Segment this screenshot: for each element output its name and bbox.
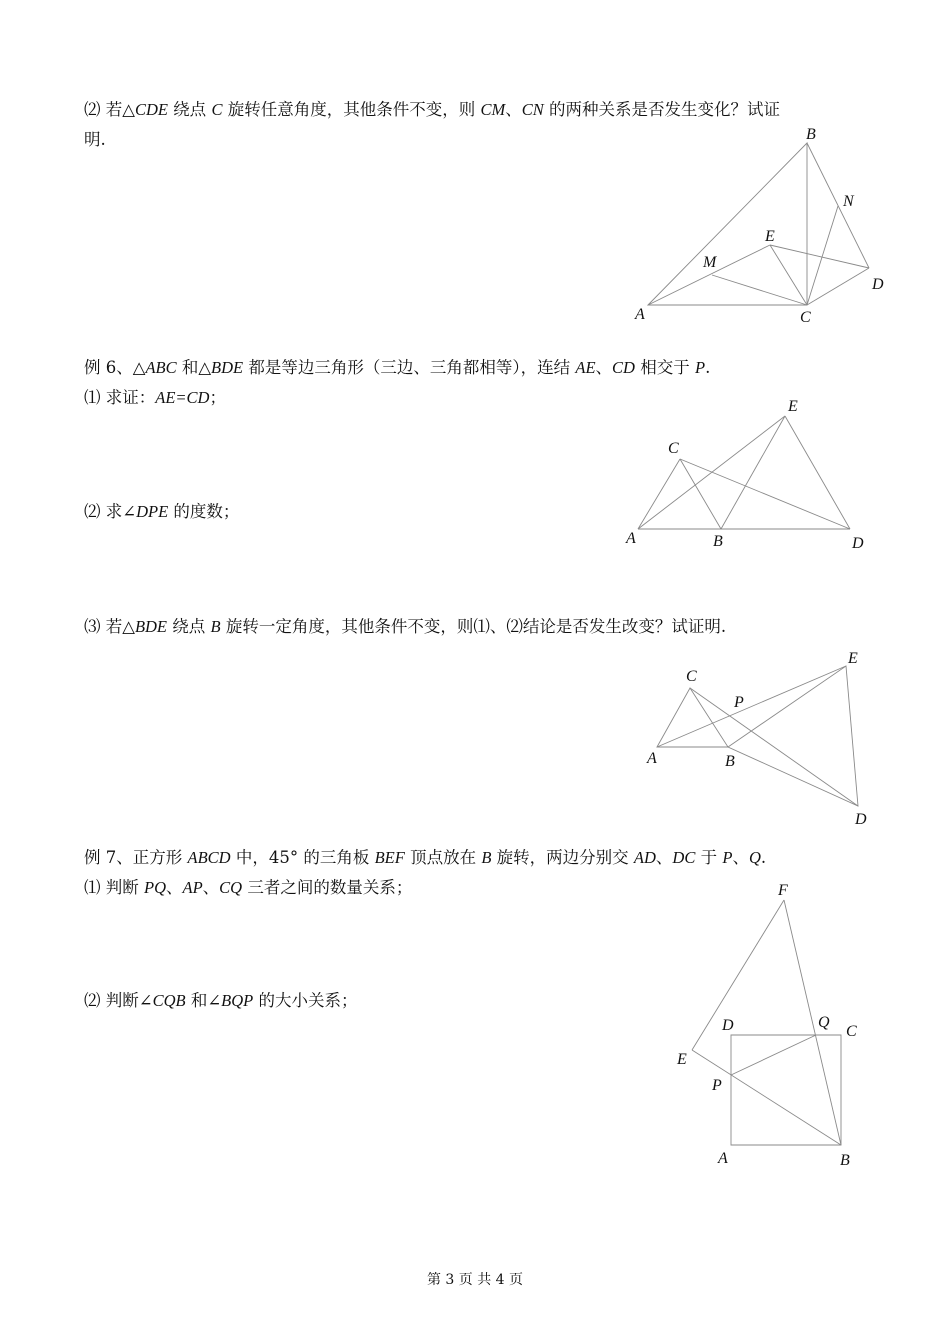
example6-question1: [84, 387, 226, 409]
text-segment: ⑴ 判断: [84, 878, 144, 897]
label-d: D: [872, 276, 884, 293]
label-b: B: [840, 1152, 850, 1169]
segment-pq: [731, 1035, 816, 1075]
label-c: C: [668, 440, 679, 457]
label-m: M: [703, 254, 717, 271]
example7-question2: [84, 990, 357, 1012]
text-segment: ⑵ 若△: [84, 100, 135, 119]
text-segment: 的度数；: [168, 502, 240, 521]
text-segment: .: [705, 358, 711, 377]
text-segment: 、: [202, 878, 220, 897]
segment-bf: [784, 900, 841, 1145]
label-a: A: [626, 530, 636, 547]
example7-intro: [84, 847, 766, 869]
text-segment: 相交于: [634, 358, 695, 377]
footer-text: 页: [504, 1272, 524, 1288]
text-segment: 的大小关系；: [253, 991, 358, 1010]
math-cde: CDE: [134, 100, 168, 119]
footer-text: 页 共: [454, 1272, 496, 1288]
segment-ce: [770, 245, 807, 305]
text-segment: 和△: [176, 358, 212, 377]
triangle-bde: [728, 666, 858, 806]
text-segment: 、: [505, 100, 522, 119]
label-f: F: [778, 882, 788, 899]
text-segment: 旋转一定角度，其他条件不变，则⑴、⑵结论是否发生改变？试证明.: [220, 617, 727, 636]
math-ae-cd: AE=CD: [155, 388, 210, 407]
figure-problem5: [634, 126, 884, 326]
label-c: C: [800, 309, 811, 326]
text-segment: 旋转任意角度，其他条件不变，则: [222, 100, 481, 119]
label-e: E: [677, 1051, 687, 1068]
text-segment: 例 6、△: [84, 358, 146, 377]
figure-example7: [676, 882, 857, 1169]
text-segment: ；: [209, 388, 226, 407]
label-e: E: [848, 650, 858, 667]
label-p: P: [712, 1077, 722, 1094]
segment-be: [721, 416, 785, 529]
figure-example6-b: [646, 650, 867, 828]
text-segment: 、: [732, 848, 749, 867]
math-b: B: [210, 617, 221, 636]
segment-eb: [692, 1050, 841, 1145]
label-d: D: [722, 1017, 734, 1034]
text-segment: 的两种关系是否发生变化？试证: [543, 100, 780, 119]
page-footer: [0, 1269, 950, 1289]
math-dpe: DPE: [136, 502, 169, 521]
segment-cd: [807, 268, 869, 305]
math-abcd: ABCD: [187, 848, 231, 867]
label-b: B: [806, 126, 816, 143]
label-a: A: [718, 1150, 728, 1167]
triangle-abc: [657, 688, 728, 747]
text-segment: 明.: [84, 130, 106, 149]
triangle-abc: [648, 143, 807, 305]
math-cm: CM: [480, 100, 506, 119]
segment-mc: [712, 275, 807, 305]
math-c: C: [211, 100, 223, 119]
label-a: A: [635, 306, 645, 323]
square-abcd: [731, 1035, 841, 1145]
label-e: E: [765, 228, 775, 245]
label-c: C: [686, 668, 697, 685]
text-segment: 中，45° 的三角板: [230, 848, 375, 867]
page-total: 4: [495, 1272, 505, 1288]
label-d: D: [855, 811, 867, 828]
text-segment: 绕点: [167, 100, 212, 119]
text-segment: 于: [695, 848, 723, 867]
example7-question1: [84, 877, 412, 899]
text-segment: 、: [655, 848, 673, 867]
example6-intro: [84, 357, 710, 379]
math-bde: BDE: [211, 358, 244, 377]
math-cq: CQ: [219, 878, 243, 897]
label-e: E: [788, 398, 798, 415]
text-segment: 、: [166, 878, 183, 897]
segment-ed: [785, 416, 850, 529]
text-segment: 都是等边三角形（三边、三角都相等），连结: [243, 358, 576, 377]
text-segment: ⑴ 求证：: [84, 388, 156, 407]
text-segment: 顶点放在: [404, 848, 482, 867]
math-bqp: BQP: [221, 991, 254, 1010]
math-p: P: [722, 848, 733, 867]
text-segment: .: [760, 848, 767, 867]
math-ad: AD: [633, 848, 656, 867]
label-q: Q: [818, 1014, 830, 1031]
math-pq: PQ: [144, 878, 166, 897]
math-abc: ABC: [145, 358, 177, 377]
label-d: D: [852, 535, 864, 552]
label-b: B: [725, 753, 735, 770]
text-segment: ⑵ 求∠: [84, 502, 137, 521]
math-bde: BDE: [134, 617, 168, 636]
label-c: C: [846, 1023, 857, 1040]
text-segment: 绕点: [167, 617, 211, 636]
segment-fe: [692, 900, 784, 1050]
text-segment: 和∠: [185, 991, 222, 1010]
math-ae: AE: [575, 358, 596, 377]
math-bef: BEF: [374, 848, 405, 867]
math-p: P: [694, 358, 706, 377]
text-segment: 三者之间的数量关系；: [242, 878, 413, 897]
label-n: N: [843, 193, 854, 210]
footer-text: 第: [426, 1272, 446, 1288]
math-q: Q: [748, 848, 761, 867]
page-number: 3: [445, 1272, 455, 1288]
text-segment: ⑶ 若△: [84, 617, 135, 636]
text-segment: 旋转，两边分别交: [491, 848, 634, 867]
text-segment: ⑵ 判断∠: [84, 991, 153, 1010]
label-a: A: [647, 750, 657, 767]
example6-question2: [84, 501, 239, 523]
segment-cn: [807, 206, 838, 305]
segment-ac: [638, 459, 680, 529]
math-cd: CD: [612, 358, 635, 377]
math-cn: CN: [521, 100, 544, 119]
label-b: B: [713, 533, 723, 550]
math-cqb: CQB: [152, 991, 186, 1010]
text-segment: 、: [595, 358, 613, 377]
label-p: P: [734, 694, 744, 711]
figure-example6-a: [625, 398, 864, 552]
math-dc: DC: [672, 848, 696, 867]
math-b: B: [481, 848, 492, 867]
text-segment: 例 7、正方形: [84, 848, 188, 867]
segment-bd: [807, 143, 869, 268]
example6-question3: [84, 616, 726, 638]
math-ap: AP: [182, 878, 203, 897]
segment-cd: [680, 459, 850, 529]
